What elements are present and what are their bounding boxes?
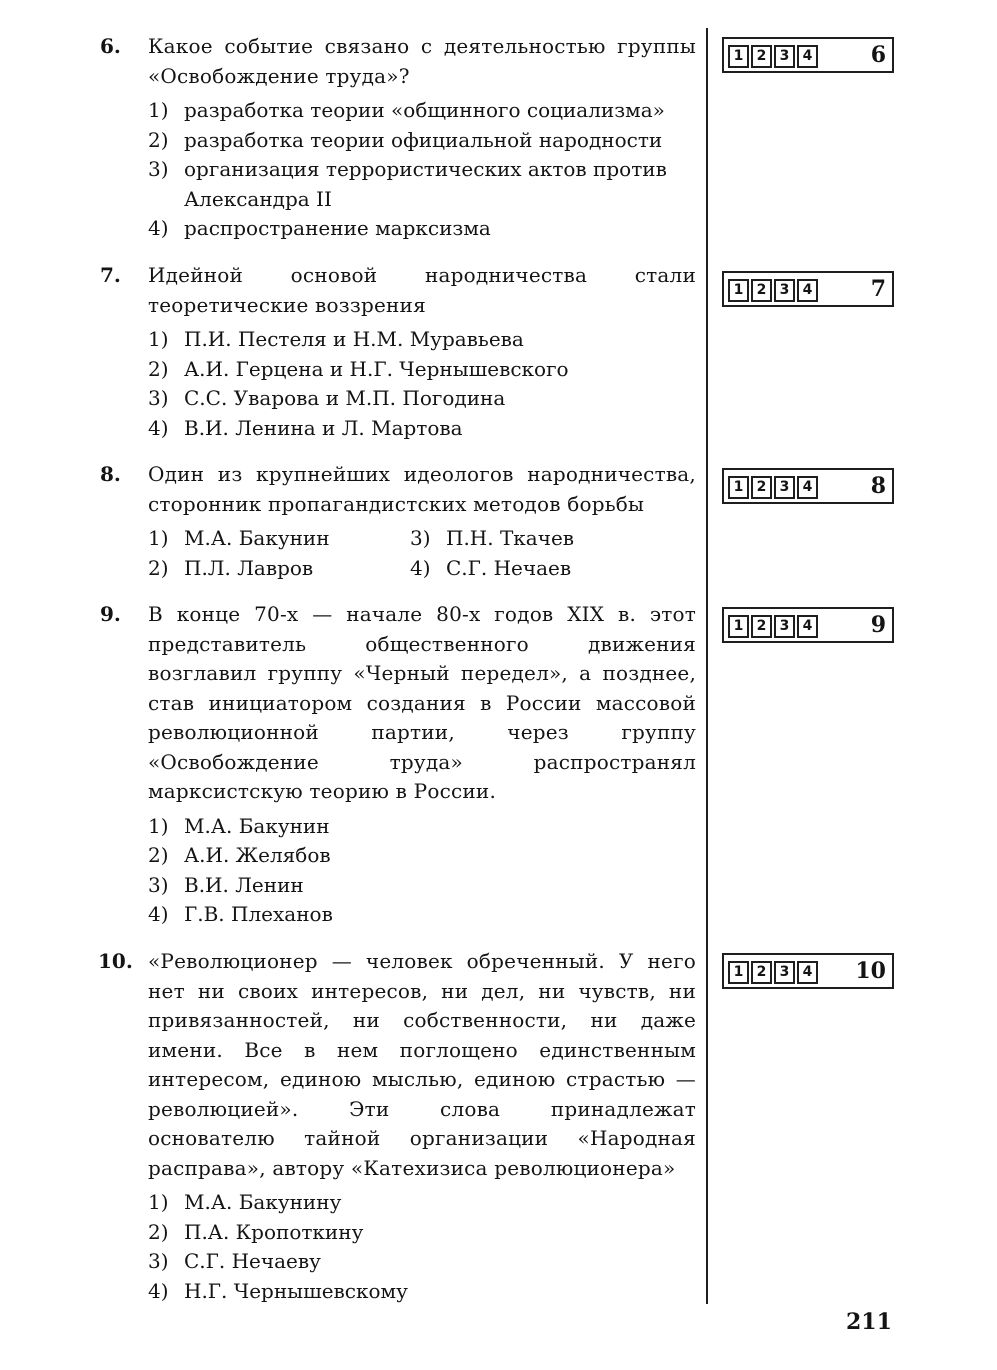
answer-cell-4[interactable]: 4 [797,961,818,984]
answer-cell-3[interactable]: 3 [774,45,795,68]
question-10 [100,947,696,1306]
options-list [148,96,696,244]
answer-box-10 [722,953,894,989]
answer-cells [728,476,820,499]
option-3: 3) организация террористических актов против Александра II [148,157,667,211]
option-2: 2) П.А. Кропоткину [148,1219,364,1244]
question-text: «Революционер — человек обреченный. У него нет ни своих интересов, ни дел, ни чувств, ни привязанностей, ни собственности, ни даже имени. Все в нем поглощено единственным интересом, единою мыслью, единою страстью — революцией». Эти слова принадлежат основателю тайной организации «Народная расправа», автору «Катехизиса революционера» [148,949,696,1180]
option-4: 4) Н.Г. Чернышевскому [148,1278,408,1303]
option-3: 3) В.И. Ленин [148,872,304,897]
option-1: 1) П.И. Пестеля и Н.М. Муравьева [148,327,524,351]
answer-cell-3[interactable]: 3 [774,279,795,302]
question-number: 6. [100,34,121,58]
option-4: 4) Г.В. Плеханов [148,902,333,926]
answer-cells [728,961,820,984]
answer-cell-2[interactable]: 2 [751,45,772,68]
option-4: 4) распространение марксизма [148,216,491,240]
option-2: 2) П.Л. Лавров [148,555,314,580]
answer-cell-2[interactable]: 2 [751,476,772,499]
question-7 [100,261,696,443]
option-1: 1) разработка теории «общинного социализма» [148,98,665,122]
option-2: 2) разработка теории официальной народности [148,127,663,152]
answer-box-label: 7 [870,276,886,302]
answer-cell-4[interactable]: 4 [797,615,818,638]
answer-box-label: 9 [870,612,886,638]
answer-cell-2[interactable]: 2 [751,279,772,302]
answer-cell-4[interactable]: 4 [797,476,818,499]
option-3: 3) С.Г. Нечаеву [148,1249,321,1273]
answer-cell-4[interactable]: 4 [797,45,818,68]
question-text: Какое событие связано с деятельностью группы «Освобождение труда»? [148,34,696,88]
answer-box-label: 10 [855,958,886,984]
answer-cell-4[interactable]: 4 [797,279,818,302]
option-4: 4) С.Г. Нечаев [410,555,572,580]
page-number: 211 [846,1309,892,1335]
answer-box-label: 6 [870,42,886,68]
answer-cell-3[interactable]: 3 [774,961,795,984]
option-1: 1) М.А. Бакунину [148,1190,342,1214]
answer-cell-1[interactable]: 1 [728,476,749,499]
answer-cell-1[interactable]: 1 [728,279,749,302]
question-number: 10. [98,949,133,973]
option-1: 1) М.А. Бакунин [148,526,330,550]
question-6 [100,32,696,244]
answer-cell-3[interactable]: 3 [774,476,795,499]
options-list [148,1188,696,1306]
answer-box-7 [722,271,894,307]
answer-cell-1[interactable]: 1 [728,615,749,638]
answer-cells [728,279,820,302]
answer-cells [728,45,820,68]
question-number: 8. [100,462,121,486]
question-8 [100,460,696,583]
question-text: В конце 70-х — начале 80-х годов XIX в. этот представитель общественного движения возглавил группу «Черный передел», а позднее, став инициатором создания в России массовой революционной партии, через группу «Освобождение труда» распространял марксистскую теорию в России. [148,602,696,803]
answer-cell-2[interactable]: 2 [751,961,772,984]
option-2: 2) А.И. Желябов [148,843,331,867]
answer-box-6 [722,37,894,73]
option-1: 1) М.А. Бакунин [148,813,330,838]
option-3: 3) П.Н. Ткачев [410,526,575,550]
options-list [148,812,696,930]
question-text: Идейной основой народничества стали теоретические воззрения [148,263,696,317]
answer-box-9 [722,607,894,643]
question-text: Один из крупнейших идеологов народничества, сторонник пропагандистских методов борьбы [148,462,696,516]
question-9 [100,600,696,930]
option-3: 3) С.С. Уварова и М.П. Погодина [148,386,506,410]
answer-column-divider [706,28,708,1304]
answer-cell-1[interactable]: 1 [728,961,749,984]
question-number: 7. [100,263,121,287]
answer-cell-2[interactable]: 2 [751,615,772,638]
options-list [148,325,696,443]
option-4: 4) В.И. Ленина и Л. Мартова [148,415,463,440]
answer-box-label: 8 [870,473,886,499]
answer-cell-1[interactable]: 1 [728,45,749,68]
answer-cells [728,615,820,638]
answer-box-8 [722,468,894,504]
question-number: 9. [100,602,121,626]
option-2: 2) А.И. Герцена и Н.Г. Чернышевского [148,356,569,381]
answer-cell-3[interactable]: 3 [774,615,795,638]
options-list [148,524,696,583]
